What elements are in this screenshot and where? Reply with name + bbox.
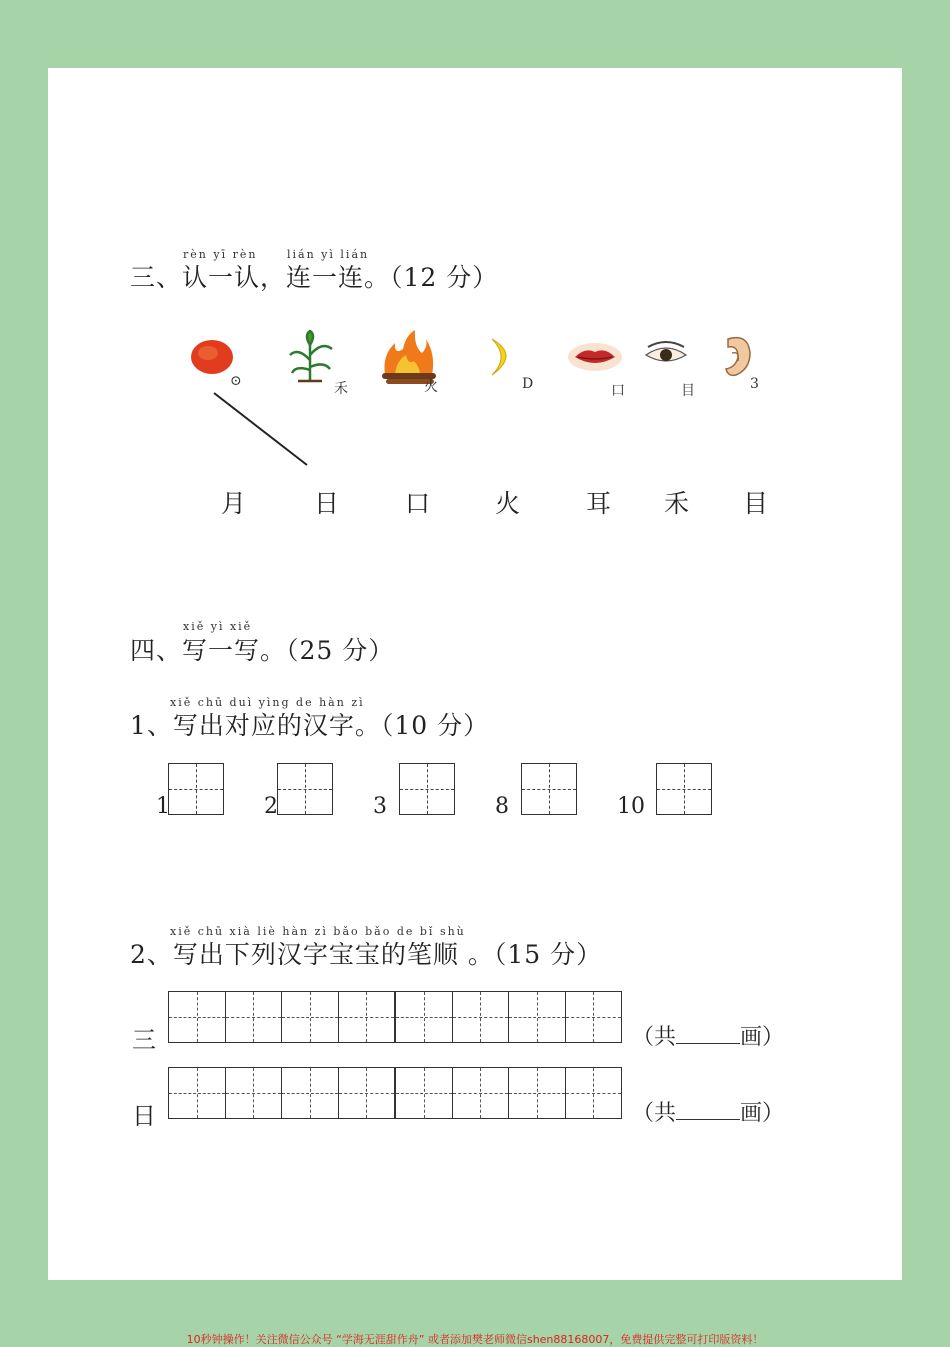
number-3: 3 xyxy=(373,794,387,819)
fire-glyph: 火 xyxy=(424,379,438,395)
sun-icon xyxy=(191,340,233,374)
mouth-glyph: 口 xyxy=(611,383,625,399)
mouth-icon xyxy=(568,343,622,371)
eye-glyph: 目 xyxy=(681,383,695,399)
write-box-3[interactable] xyxy=(399,763,455,815)
rice-plant-icon xyxy=(290,331,332,381)
target-char-4[interactable]: 火 xyxy=(495,489,521,518)
eye-icon xyxy=(646,342,686,361)
ear-glyph: 3 xyxy=(750,376,759,392)
number-1: 1 xyxy=(156,794,170,819)
target-char-7[interactable]: 目 xyxy=(743,489,769,518)
stroke-count-1: （共 画） xyxy=(632,1025,785,1050)
write-box-1[interactable] xyxy=(168,763,224,815)
section4-title: 四、写一写。（25 分） xyxy=(130,636,395,665)
section3-pinyin-b: lián yì lián xyxy=(287,248,370,261)
section4-pinyin: xiě yì xiě xyxy=(183,620,253,633)
target-char-1[interactable]: 月 xyxy=(221,489,247,518)
number-2: 2 xyxy=(264,794,278,819)
target-char-3[interactable]: 口 xyxy=(405,489,431,518)
moon-glyph: D xyxy=(522,376,534,392)
number-10: 10 xyxy=(617,794,645,819)
write-box-5[interactable] xyxy=(656,763,712,815)
ear-icon xyxy=(726,338,750,376)
number-8: 8 xyxy=(495,794,509,819)
q1-title: 1、写出对应的汉字。（10 分） xyxy=(130,711,490,740)
target-char-5[interactable]: 耳 xyxy=(586,489,612,518)
rice-glyph: 禾 xyxy=(334,381,348,397)
q2-title: 2、写出下列汉字宝宝的笔顺 。（15 分） xyxy=(130,940,603,969)
write-box-2[interactable] xyxy=(277,763,333,815)
q1-pinyin: xiě chū duì yìng de hàn zì xyxy=(170,696,365,709)
stroke-row-char-san: 三 xyxy=(132,1026,156,1054)
moon-icon xyxy=(492,339,506,375)
stroke-grid-row-1[interactable] xyxy=(168,991,622,1043)
target-char-6[interactable]: 禾 xyxy=(664,489,690,518)
stroke-count-blank-2[interactable] xyxy=(676,1099,740,1120)
write-box-4[interactable] xyxy=(521,763,577,815)
picture-row xyxy=(170,325,790,475)
target-char-2[interactable]: 日 xyxy=(314,489,340,518)
footer-note: 10秒钟操作！关注微信公众号 “学海无涯甜作舟” 或者添加樊老师微信shen88168007，免费提供完整可打印版资料！ xyxy=(186,1333,764,1346)
stroke-row-char-ri: 日 xyxy=(132,1102,156,1130)
stroke-count-blank-1[interactable] xyxy=(676,1023,740,1044)
stroke-count-2: （共 画） xyxy=(632,1101,785,1126)
connect-line xyxy=(214,393,307,465)
q2-pinyin: xiě chū xià liè hàn zì bǎo bǎo de bǐ shù xyxy=(170,925,466,938)
section3-pinyin-a: rèn yī rèn xyxy=(183,248,258,261)
sun-glyph: ⊙ xyxy=(230,373,242,389)
stroke-grid-row-2[interactable] xyxy=(168,1067,622,1119)
section3-title: 三、认一认，连一连。（12 分） xyxy=(130,263,499,292)
